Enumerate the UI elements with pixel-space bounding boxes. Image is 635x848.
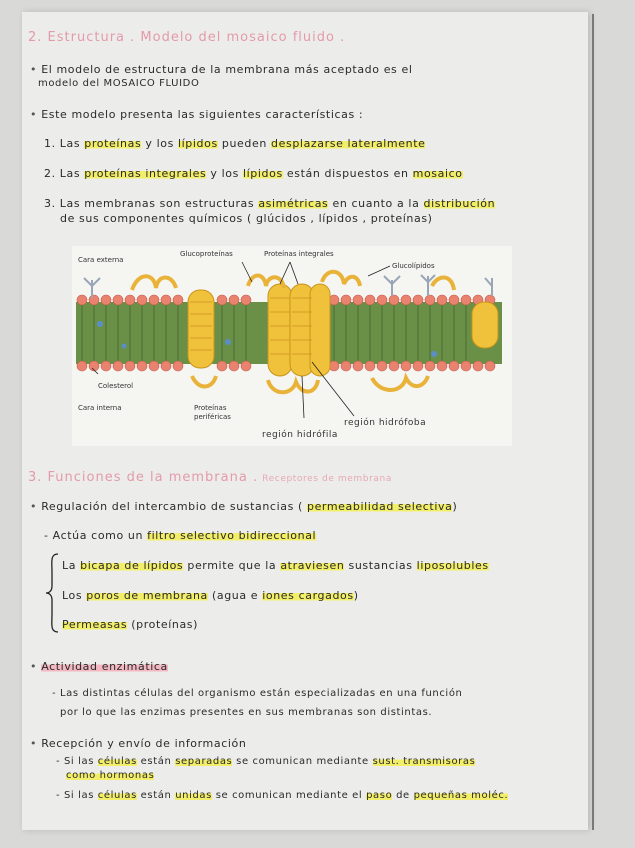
label-region-hidrofila: región hidrófila — [262, 430, 338, 440]
section3-title: 3. Funciones de la membrana . Receptores de membrana — [28, 470, 392, 485]
caracteristica-1: 1. Las proteínas y los lípidos pueden desplazarse lateralmente — [44, 137, 426, 150]
label-proteinas-integrales: Proteínas integrales — [264, 250, 334, 258]
bullet-recepcion: • Recepción y envío de información — [30, 737, 247, 750]
label-proteinas-perifericas-2: periféricas — [194, 413, 231, 421]
recepcion-unidas: - Si las células están unidas se comunican mediante el paso de pequeñas moléc. — [56, 790, 509, 801]
label-region-hidrofoba: región hidrófoba — [344, 418, 427, 428]
recepcion-separadas: - Si las células están separadas se comunican mediante sust. transmisoras — [56, 756, 476, 767]
bullet-regulacion: • Regulación del intercambio de sustancias ( permeabilidad selectiva) — [30, 500, 458, 513]
filtro-selectivo: - Actúa como un filtro selectivo bidireccional — [44, 529, 317, 542]
membrane-diagram — [72, 246, 512, 446]
bullet-actividad-enzimatica: • Actividad enzimática — [30, 660, 168, 673]
label-proteinas-perifericas-1: Proteínas — [194, 404, 227, 412]
brace-item-bicapa: La bicapa de lípidos permite que la atraviesen sustancias liposolubles — [62, 559, 489, 572]
caracteristica-2: 2. Las proteínas integrales y los lípidos están dispuestos en mosaico — [44, 167, 463, 180]
brace-item-permeasas: Permeasas (proteínas) — [62, 618, 199, 631]
label-glucolipidos: Glucolípidos — [392, 262, 435, 270]
bullet-modelo-line2: modelo del MOSAICO FLUIDO — [38, 78, 200, 89]
label-cara-externa: Cara externa — [78, 256, 124, 264]
membrane-illustration — [72, 246, 512, 446]
caracteristica-3-line2: de sus componentes químicos ( glúcidos , lípidos , proteínas) — [60, 212, 433, 225]
caracteristica-3: 3. Las membranas son estructuras asimétricas en cuanto a la distribución — [44, 197, 496, 210]
label-colesterol: Colesterol — [98, 382, 134, 390]
label-glucoproteinas: Glucoproteínas — [180, 250, 233, 258]
recepcion-separadas-line2: como hormonas — [66, 770, 155, 781]
curly-brace-icon — [44, 552, 60, 634]
page-edge — [592, 14, 594, 830]
enzimatica-line1: - Las distintas células del organismo están especializadas en una función — [52, 688, 463, 699]
bullet-caracteristicas: • Este modelo presenta las siguientes características : — [30, 108, 364, 121]
section2-title: 2. Estructura . Modelo del mosaico fluido . — [28, 30, 346, 45]
brace-item-poros: Los poros de membrana (agua e iones cargados) — [62, 589, 359, 602]
bullet-modelo: • El modelo de estructura de la membrana más aceptado es el — [30, 63, 413, 76]
label-cara-interna: Cara interna — [78, 404, 122, 412]
enzimatica-line2: por lo que las enzimas presentes en sus membranas son distintas. — [60, 707, 433, 718]
